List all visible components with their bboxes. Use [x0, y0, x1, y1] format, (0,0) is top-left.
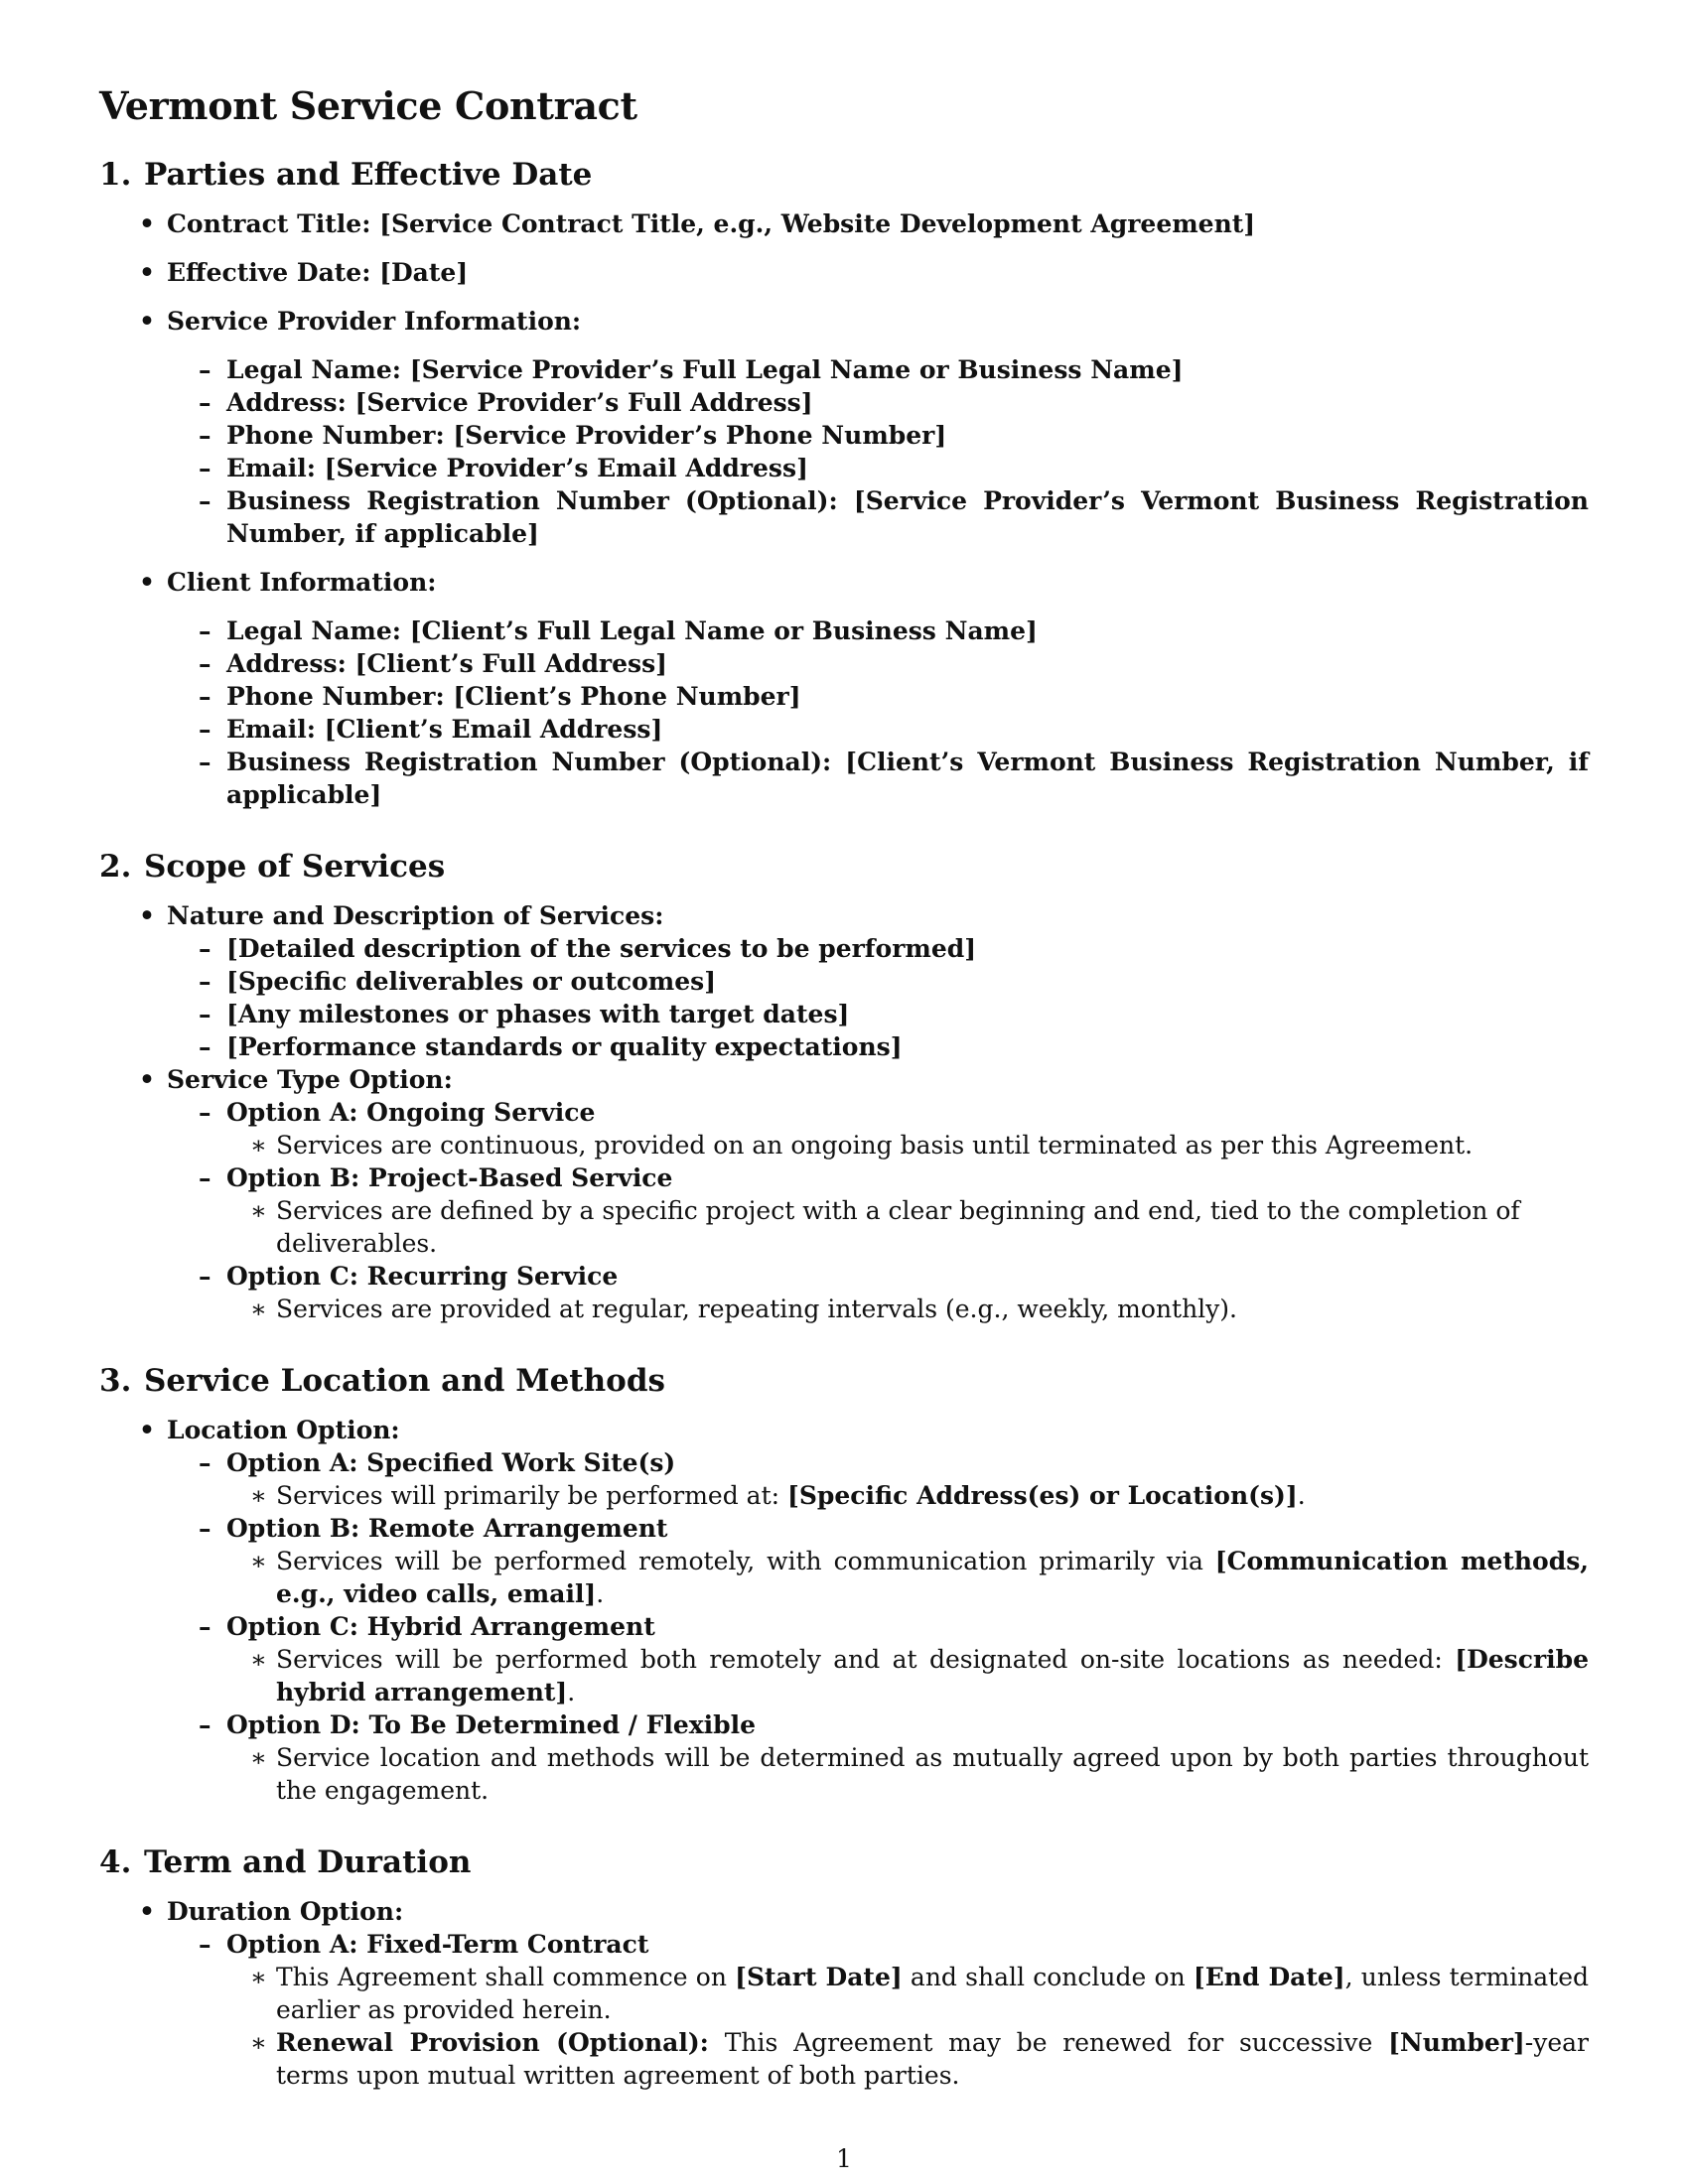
list-item: – Option A: Ongoing Service ∗ Services are continuous, provided on an ongoing basis until terminated as per this Agreement. — [167, 1096, 1589, 1161]
list-item: – Option B: Remote Arrangement ∗ Services will be performed remotely, with communication primarily via [Communication methods, e.g., video calls, email]. — [167, 1512, 1589, 1610]
section-heading: 1. Parties and Effective Date — [99, 156, 593, 193]
page-number: 1 — [836, 2144, 852, 2173]
list-item: ∗ Services will be performed both remotely and at designated on-site locations as needed: [Describe hybrid arrangement]. — [226, 1643, 1589, 1708]
document-page — [99, 83, 1589, 2129]
list-item: • Location Option: – Option A: Specified Work Site(s) ∗ Services will primarily be performed at: [Specific Address(es) or Location(s)]. – Option B: Remote Arrangement ∗ Services will be performed remotely, with communication primarily via [Communication methods, e.g., video calls, email]. – Option C: Hybrid Arrangement ∗ Services will be performed both remotely and at designated on-site locations as needed: [Describe hybrid arrangement]. – Option D: To Be Determined / Flexible ∗ Service location and methods will be determined as mutually agreed upon by both parties throughout the engagement. — [99, 1414, 1589, 1807]
section-heading: 4. Term and Duration — [99, 1844, 472, 1881]
list-item: ∗ Services will primarily be performed at: [Specific Address(es) or Location(s)]. — [226, 1479, 1589, 1512]
list-item: ∗ Services are defined by a specific project with a clear beginning and end, tied to the completion of deliverables. — [226, 1194, 1589, 1260]
list-item: – Option C: Hybrid Arrangement ∗ Services will be performed both remotely and at designated on-site locations as needed: [Describe hybrid arrangement]. — [167, 1610, 1589, 1708]
list-item: • Duration Option: – Option A: Fixed-Term Contract ∗ This Agreement shall commence on [Start Date] and shall conclude on [End Date], unless terminated earlier as provided herein. ∗ Renewal Provision (Optional): This Agreement may be renewed for successive [Number]-year terms upon mutual written agreement of both parties. — [99, 1895, 1589, 2092]
list-item: – [Performance standards or quality expectations] — [167, 1030, 1589, 1063]
list-item: – Business Registration Number (Optional): [Client’s Vermont Business Registration Number, if applicable] — [167, 746, 1589, 811]
list-item: – Option B: Project-Based Service ∗ Services are defined by a specific project with a clear beginning and end, tied to the completion of deliverables. — [167, 1161, 1589, 1260]
list-item: – Address: [Service Provider’s Full Address] — [167, 386, 1589, 419]
list-item: – Phone Number: [Service Provider’s Phone Number] — [167, 419, 1589, 452]
list-item: – Address: [Client’s Full Address] — [167, 647, 1589, 680]
section-term — [99, 1844, 1589, 2092]
list-item: – Legal Name: [Client’s Full Legal Name or Business Name] — [167, 614, 1589, 647]
list-item: • Service Type Option: – Option A: Ongoing Service ∗ Services are continuous, provided on an ongoing basis until terminated as per this Agreement. – Option B: Project-Based Service ∗ Services are defined by a specific project with a clear beginning and end, tied to the completion of deliverables. – Option C: Recurring Service ∗ Services are provided at regular, repeating intervals (e.g., weekly, monthly). — [99, 1063, 1589, 1325]
list-item: – Email: [Service Provider’s Email Address] — [167, 452, 1589, 484]
list-item: – Option A: Specified Work Site(s) ∗ Services will primarily be performed at: [Specific Address(es) or Location(s)]. — [167, 1446, 1589, 1512]
list-item: ∗ Renewal Provision (Optional): This Agreement may be renewed for successive [Number]-year terms upon mutual written agreement of both parties. — [226, 2026, 1589, 2092]
section-heading: 3. Service Location and Methods — [99, 1362, 665, 1399]
section-heading: 2. Scope of Services — [99, 848, 446, 885]
list-item: • Client Information: – Legal Name: [Client’s Full Legal Name or Business Name] – Address: [Client’s Full Address] – Phone Number: [Client’s Phone Number] – Email: [Client’s Email Address] – Business Registration Number (Optional): [Client’s Vermont Business Registration Number, if applicable] — [99, 566, 1589, 811]
list-item: ∗ Services are continuous, provided on an ongoing basis until terminated as per this Agreement. — [226, 1129, 1589, 1161]
list-item: – Phone Number: [Client’s Phone Number] — [167, 680, 1589, 713]
list-item: ∗ Service location and methods will be determined as mutually agreed upon by both parties throughout the engagement. — [226, 1741, 1589, 1807]
list-item: – Business Registration Number (Optional): [Service Provider’s Vermont Business Registration Number, if applicable] — [167, 484, 1589, 550]
section-parties — [99, 157, 1589, 811]
list-item: – Option C: Recurring Service ∗ Services are provided at regular, repeating intervals (e.g., weekly, monthly). — [167, 1260, 1589, 1325]
list-item: – Option D: To Be Determined / Flexible ∗ Service location and methods will be determined as mutually agreed upon by both parties throughout the engagement. — [167, 1708, 1589, 1807]
list-item: – [Any milestones or phases with target dates] — [167, 998, 1589, 1030]
section-scope — [99, 849, 1589, 1325]
list-item: ∗ This Agreement shall commence on [Start Date] and shall conclude on [End Date], unless terminated earlier as provided herein. — [226, 1961, 1589, 2026]
list-item: – Option A: Fixed-Term Contract ∗ This Agreement shall commence on [Start Date] and shall conclude on [End Date], unless terminated earlier as provided herein. ∗ Renewal Provision (Optional): This Agreement may be renewed for successive [Number]-year terms upon mutual written agreement of both parties. — [167, 1928, 1589, 2092]
list-item: • Effective Date: [Date] — [99, 256, 1589, 289]
list-item: • Service Provider Information: – Legal Name: [Service Provider’s Full Legal Name or Business Name] – Address: [Service Provider’s Full Address] – Phone Number: [Service Provider’s Phone Number] – Email: [Service Provider’s Email Address] – Business Registration Number (Optional): [Service Provider’s Vermont Business Registration Number, if applicable] — [99, 305, 1589, 550]
document-title: Vermont Service Contract — [99, 83, 637, 128]
list-item: – [Specific deliverables or outcomes] — [167, 965, 1589, 998]
list-item: • Contract Title: [Service Contract Title, e.g., Website Development Agreement] — [99, 207, 1589, 240]
section-location — [99, 1363, 1589, 1807]
list-item: ∗ Services will be performed remotely, with communication primarily via [Communication methods, e.g., video calls, email]. — [226, 1545, 1589, 1610]
list-item: – [Detailed description of the services to be performed] — [167, 932, 1589, 965]
list-item: ∗ Services are provided at regular, repeating intervals (e.g., weekly, monthly). — [226, 1293, 1589, 1325]
list-item: • Nature and Description of Services: – [Detailed description of the services to be performed] – [Specific deliverables or outcomes] – [Any milestones or phases with target dates] – [Performance standards or quality expectations] — [99, 899, 1589, 1063]
list-item: – Legal Name: [Service Provider’s Full Legal Name or Business Name] — [167, 353, 1589, 386]
list-item: – Email: [Client’s Email Address] — [167, 713, 1589, 746]
